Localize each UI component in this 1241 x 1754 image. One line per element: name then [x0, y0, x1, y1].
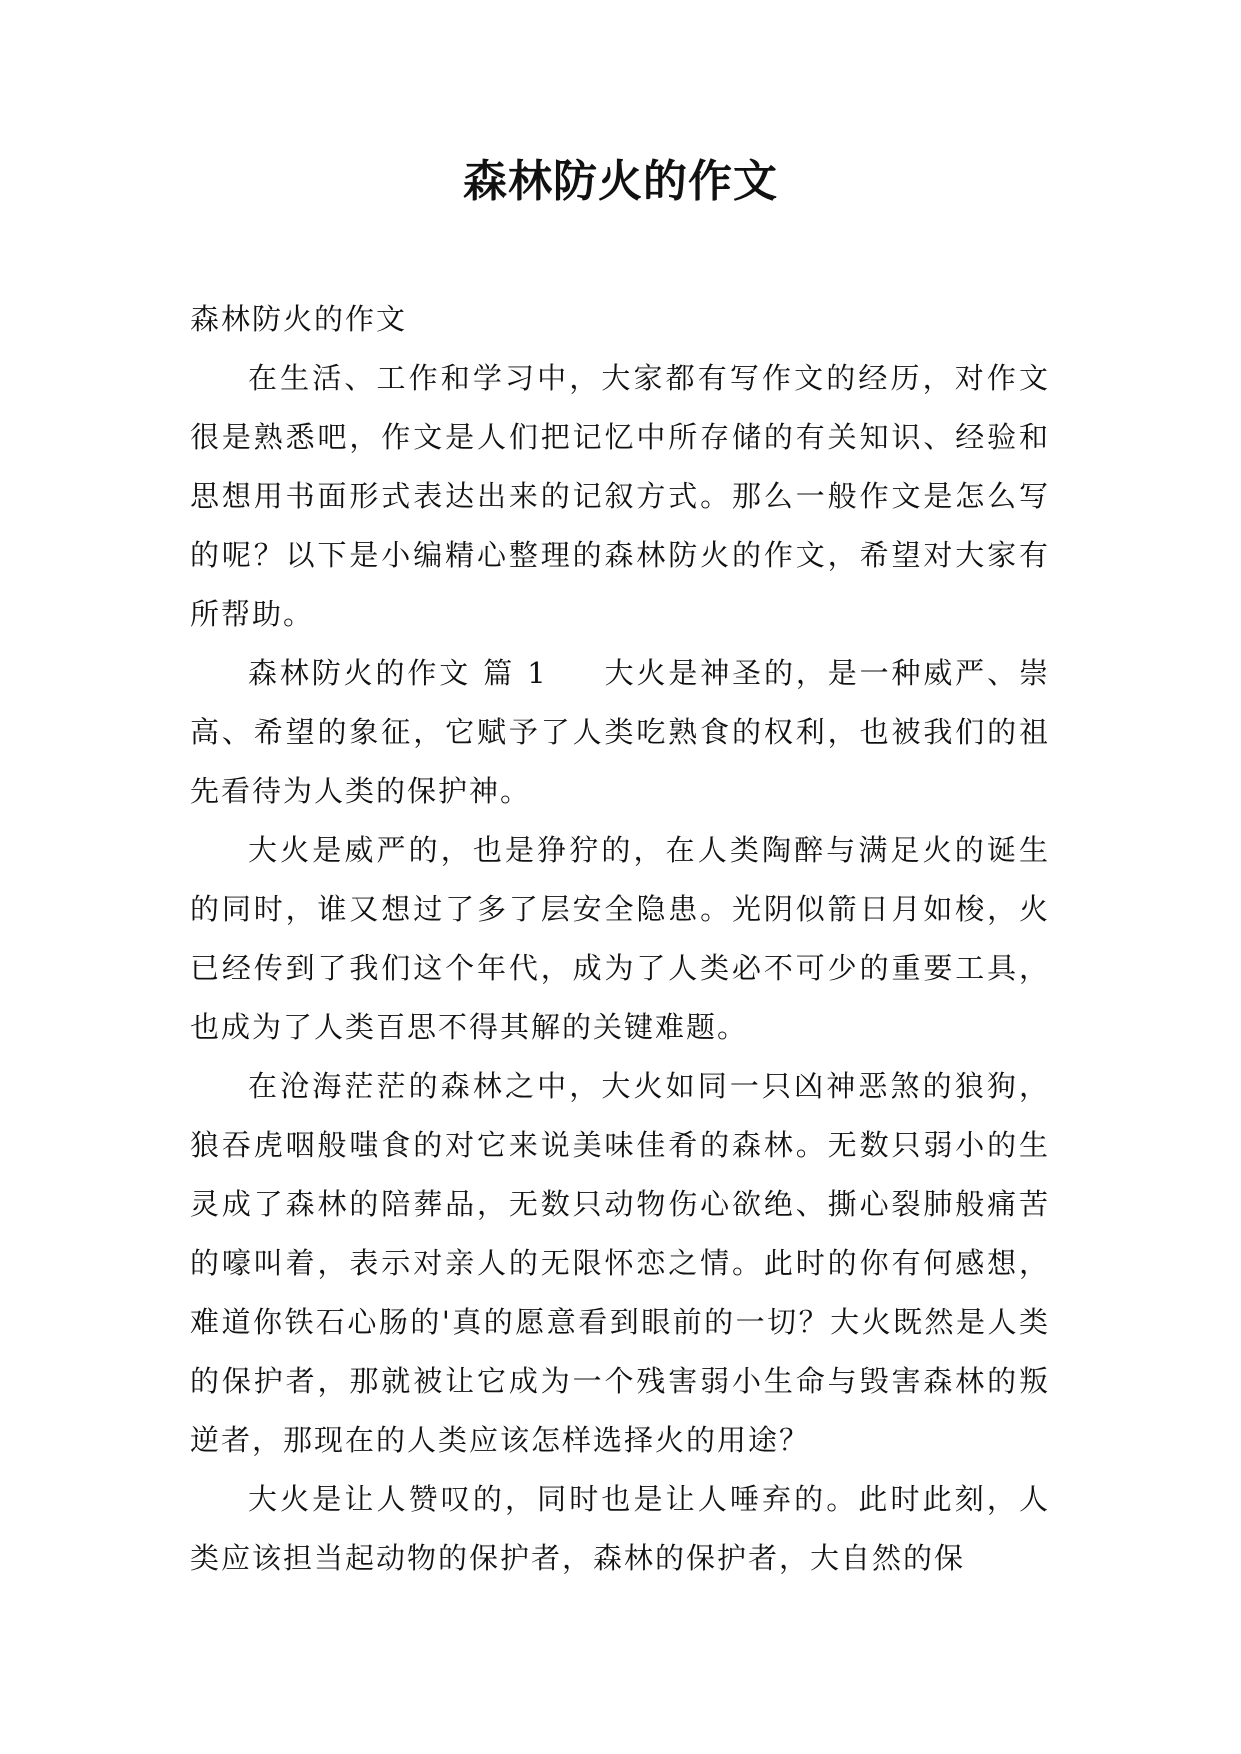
body-paragraph: 大火是威严的，也是狰狞的，在人类陶醉与满足火的诞生的同时，谁又想过了多了层安全隐患。光阴似箭日月如梭，火已经传到了我们这个年代，成为了人类必不可少的重要工具，也成为了人类百思不得其解的关键难题。: [190, 833, 1050, 1044]
intro-paragraph: 在生活、工作和学习中，大家都有写作文的经历，对作文很是熟悉吧，作文是人们把记忆中所存储的有关知识、经验和思想用书面形式表达出来的记叙方式。那么一般作文是怎么写的呢？以下是小编精心整理的森林防火的作文，希望对大家有所帮助。: [190, 361, 1050, 631]
document-body: [190, 290, 1050, 1588]
section-1-first-paragraph: [190, 644, 1050, 821]
paragraph-text: 大火是神圣的，是一种威严、崇高、希望的象征，它赋予了人类吃熟食的权利，也被我们的祖先看待为人类的保护神。: [190, 656, 1050, 808]
document-subtitle: 森林防火的作文: [190, 302, 408, 336]
body-paragraph: 大火是让人赞叹的，同时也是让人唾弃的。此时此刻，人类应该担当起动物的保护者，森林的保护者，大自然的保: [190, 1482, 1050, 1575]
document-title: 森林防火的作文: [463, 156, 778, 207]
body-paragraph: 在沧海茫茫的森林之中，大火如同一只凶神恶煞的狼狗，狼吞虎咽般嗤食的对它来说美味佳肴的森林。无数只弱小的生灵成了森林的陪葬品，无数只动物伤心欲绝、撕心裂肺般痛苦的嚎叫着，表示对亲人的无限怀恋之情。此时的你有何感想，难道你铁石心肠的'真的愿意看到眼前的一切？大火既然是人类的保护者，那就被让它成为一个残害弱小生命与毁害森林的叛逆者，那现在的人类应该怎样选择火的用途？: [190, 1069, 1050, 1457]
section-heading: 森林防火的作文 篇 1: [248, 656, 548, 690]
